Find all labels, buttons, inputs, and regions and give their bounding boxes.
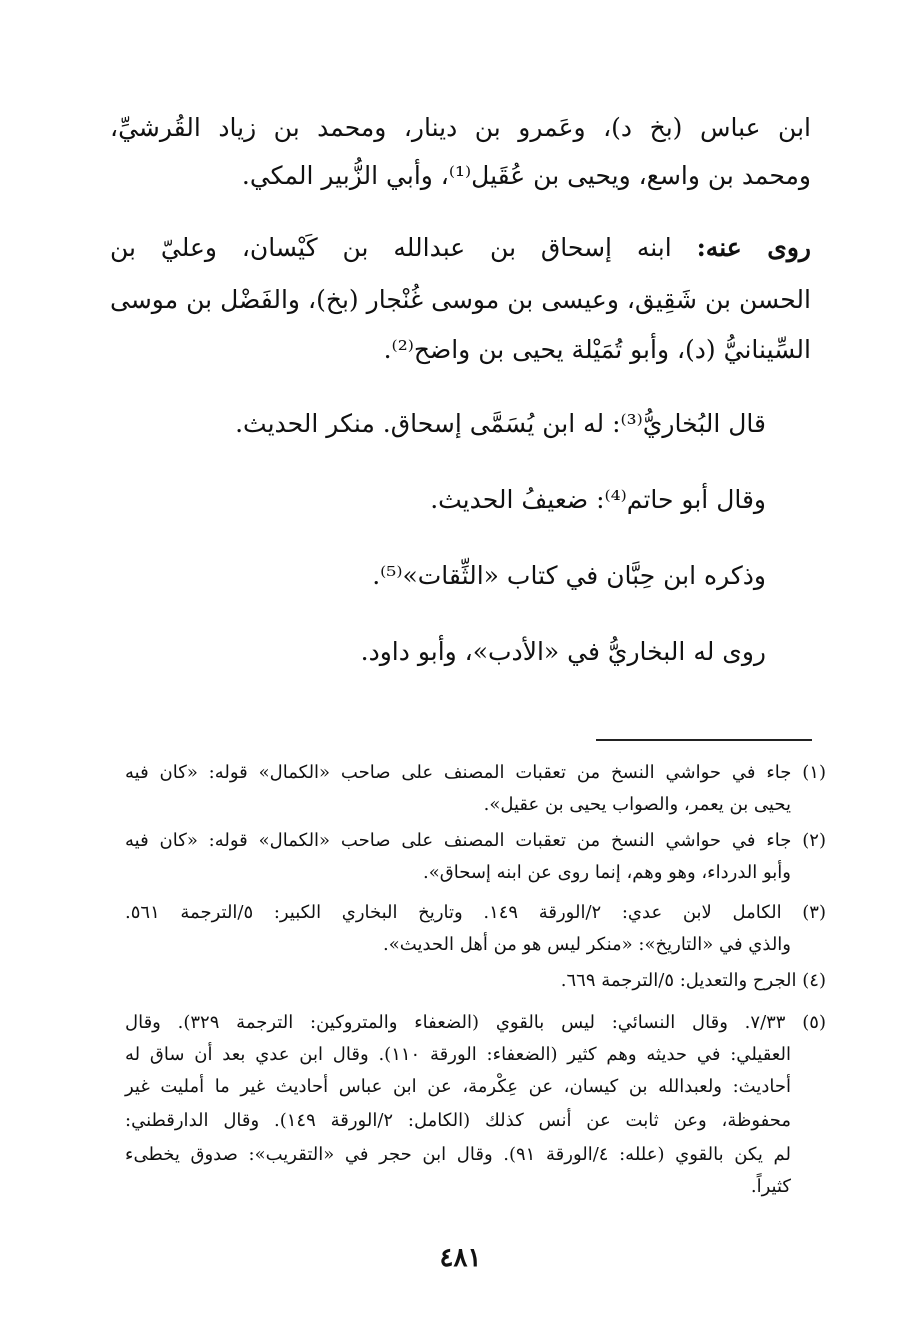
footnote-5-line1: (٥) ٧/٣٣. وقال النسائي: ليس بالقوي (الضعفاء والمتروكين: الترجمة ٣٢٩). وقال [125, 1012, 826, 1033]
footnote-5-line5: لم يكن بالقوي (علله: ٤/الورقة ٩١). وقال ابن حجر في «التقريب»: صدوق يخطىء [125, 1144, 791, 1165]
footnote-5-line3: أحاديث: ولعبدالله بن كيسان، عن عِكْرمة، عن ابن عباس أحاديث غير ما أمليت غير [125, 1076, 791, 1097]
footnote-3-line2: والذي في «التاريخ»: «منكر ليس هو من أهل الحديث». [383, 934, 791, 955]
narrators-statement: روى له البخاريُّ في «الأدب»، وأبو داود. [360, 637, 766, 666]
footnote-separator [596, 739, 812, 741]
footnote-5-line2: العقيلي: في حديثه وهم كثير (الضعفاء: الورقة ١١٠). وقال ابن عدي بعد أن ساق له [125, 1044, 791, 1065]
para1-line1: ابن عباس (بخ د)، وعَمرو بن دينار، ومحمد بن زياد القُرشيِّ، [110, 113, 811, 142]
para2-line3: السِّينانيُّ (د)، وأبو تُمَيْلة يحيى بن واضح⁽²⁾. [383, 335, 811, 364]
para2-line1 [110, 228, 811, 268]
para1-line2: ومحمد بن واسع، ويحيى بن عُقَيل⁽¹⁾، وأبي الزُّبير المكي. [241, 161, 811, 190]
ibn-hibban-statement: وذكره ابن حِبَّان في كتاب «الثِّقات»⁽⁵⁾. [372, 561, 766, 590]
footnote-5-line6: كثيراً. [750, 1176, 791, 1197]
footnote-2-line2: وأبو الدرداء، وهو وهم، إنما روى عن ابنه إسحاق». [423, 862, 791, 883]
para2-line1-rest: ابنه إسحاق بن عبدالله بن كَيْسان، وعليّ بن [110, 233, 672, 262]
page-number: ٤٨١ [439, 1243, 482, 1273]
footnote-1-line2: يحيى بن يعمر، والصواب يحيى بن عقيل». [483, 794, 791, 815]
rawa-anhu-label: روى عنه: [696, 233, 811, 262]
para2-line2: الحسن بن شَقِيق، وعيسى بن موسى غُنْجار (بخ)، والفَضْل بن موسى [110, 285, 811, 314]
footnote-5-line4: محفوظة، وعن ثابت عن أنس كذلك (الكامل: ٢/الورقة ١٤٩). وقال الدارقطني: [125, 1110, 791, 1131]
abu-hatim-statement: وقال أبو حاتم⁽⁴⁾: ضعيفُ الحديث. [430, 485, 766, 514]
footnote-1-line1: (١) جاء في حواشي النسخ من تعقبات المصنف على صاحب «الكمال» قوله: «كان فيه [125, 762, 826, 783]
footnote-2-line1: (٢) جاء في حواشي النسخ من تعقبات المصنف على صاحب «الكمال» قوله: «كان فيه [125, 830, 826, 851]
footnote-4-line1: (٤) الجرح والتعديل: ٥/الترجمة ٦٦٩. [560, 970, 826, 991]
bukhari-statement: قال البُخاريُّ⁽³⁾: له ابن يُسَمَّى إسحاق. منكر الحديث. [235, 409, 766, 438]
footnote-3-line1: (٣) الكامل لابن عدي: ٢/الورقة ١٤٩. وتاريخ البخاري الكبير: ٥/الترجمة ٥٦١. [125, 902, 826, 923]
